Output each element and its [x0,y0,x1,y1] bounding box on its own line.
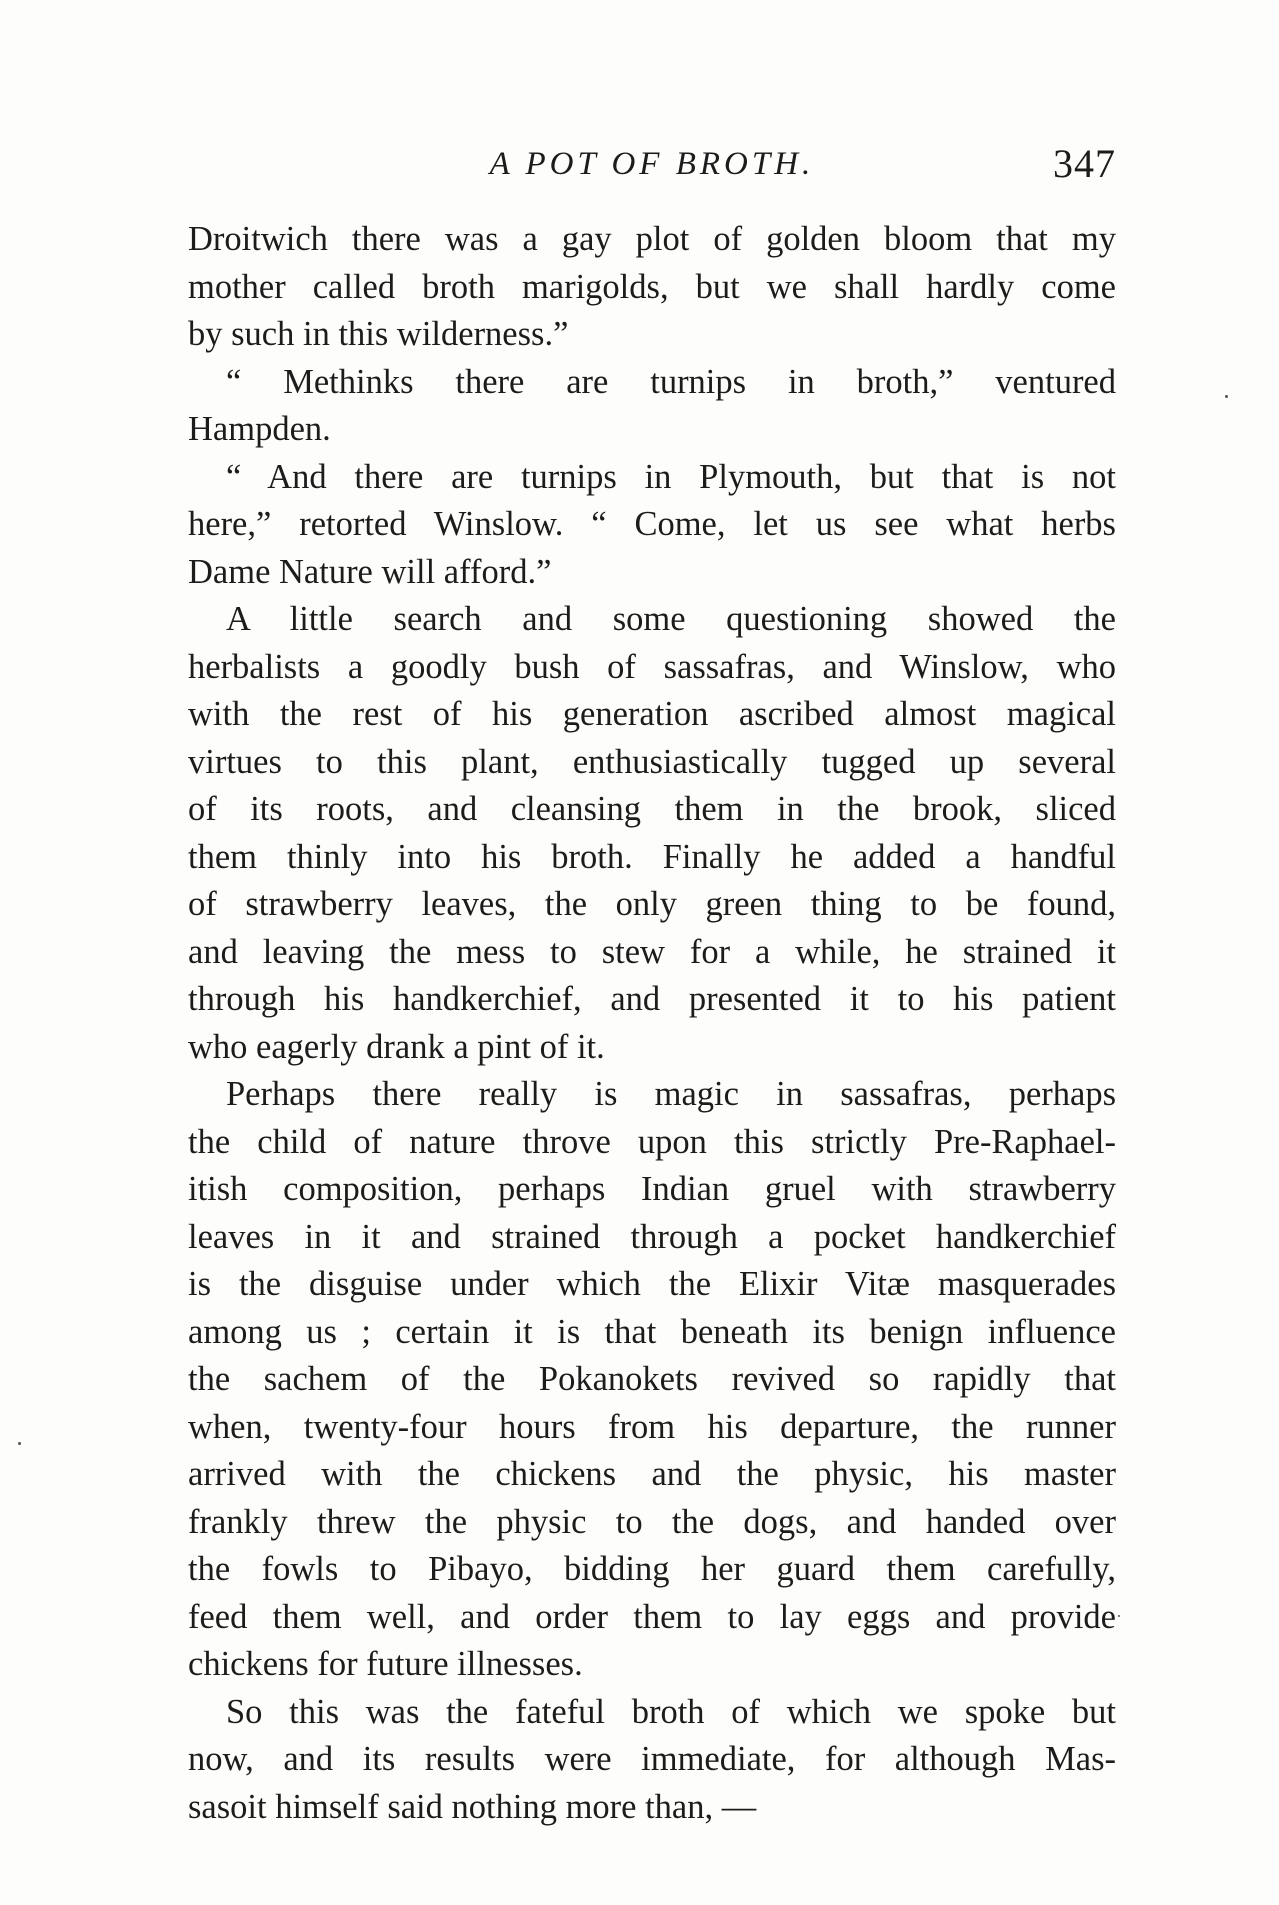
text-line: mother called broth marigolds, but we shall hardly come [188,267,1116,306]
text-line: leaves in it and strained through a pocket handkerchief [188,1217,1116,1256]
running-head [188,140,1116,190]
text-line: the fowls to Pibayo, bidding her guard them carefully, [188,1550,1116,1588]
text-line: the child of nature throve upon this strictly Pre-Raphael- [188,1122,1116,1161]
text-line: Droitwich there was a gay plot of golden bloom that my [188,220,1116,258]
text-line: Dame Nature will afford.” [188,552,552,591]
text-line: A little search and some questioning showed the [226,600,1116,638]
text-line: “ Methinks there are turnips in broth,” ventured [226,362,1116,401]
paragraph [188,1071,1116,1689]
text-line: is the disguise under which the Elixir Vitæ masquerades [188,1265,1116,1303]
text-line: sasoit himself said nothing more than, — [188,1787,757,1826]
text-line: itish composition, perhaps Indian gruel with strawberry [188,1170,1116,1208]
page-number: 347 [1053,141,1116,186]
text-line: So this was the fateful broth of which we spoke but [226,1692,1116,1731]
text-line: of strawberry leaves, the only green thing to be found, [188,885,1116,923]
scan-speck [18,1442,21,1445]
text-line: when, twenty-four hours from his departure, the runner [188,1407,1116,1446]
text-line: the sachem of the Pokanokets revived so rapidly that [188,1360,1116,1398]
scan-speck [1118,1615,1120,1617]
text-line: through his handkerchief, and presented it to his patient [188,980,1116,1018]
paragraph [188,1689,1116,1832]
text-line: Perhaps there really is magic in sassafras, perhaps [226,1075,1116,1113]
text-line: virtues to this plant, enthusiastically tugged up several [188,742,1116,781]
text-line: frankly threw the physic to the dogs, and handed over [188,1502,1116,1541]
paragraph [188,596,1116,1071]
paragraph [188,454,1116,597]
text-line: of its roots, and cleansing them in the brook, sliced [188,790,1116,828]
text-line: them thinly into his broth. Finally he added a handful [188,837,1116,876]
paragraph [188,359,1116,454]
text-line: who eagerly drank a pint of it. [188,1027,605,1066]
text-line: arrived with the chickens and the physic, his master [188,1455,1116,1493]
text-line: now, and its results were immediate, for although Mas- [188,1740,1116,1778]
text-line: with the rest of his generation ascribed almost magical [188,695,1116,733]
body-text [188,216,1116,1831]
text-line: and leaving the mess to stew for a while, he strained it [188,932,1116,971]
text-line: here,” retorted Winslow. “ Come, let us see what herbs [188,505,1116,543]
text-line: feed them well, and order them to lay eggs and provide [188,1597,1116,1636]
paragraph [188,216,1116,359]
scan-speck [1225,395,1228,398]
text-line: by such in this wilderness.” [188,315,569,353]
text-line: chickens for future illnesses. [188,1645,583,1683]
text-line: herbalists a goodly bush of sassafras, and Winslow, who [188,647,1116,686]
text-line: Hampden. [188,410,331,448]
text-line: among us ; certain it is that beneath its benign influence [188,1312,1116,1351]
text-line: “ And there are turnips in Plymouth, but that is not [226,457,1116,496]
running-title: A POT OF BROTH. [489,146,815,182]
